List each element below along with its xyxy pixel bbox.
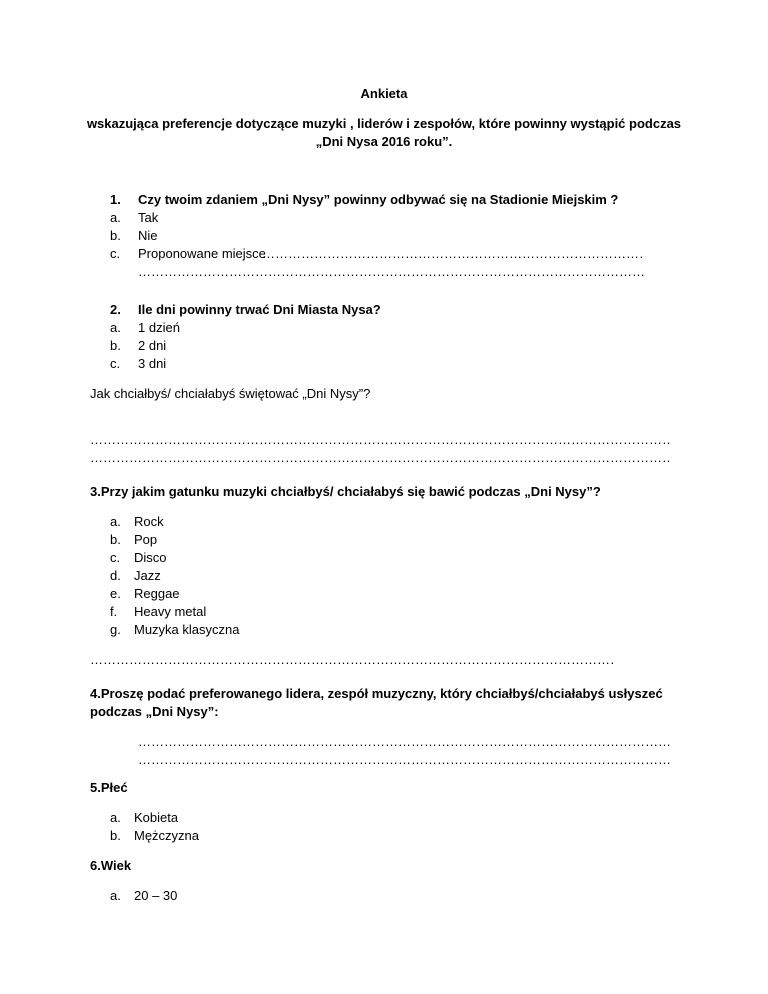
q6-text: 6.Wiek xyxy=(90,858,132,873)
q4-answer-line-2[interactable] xyxy=(138,752,670,768)
q1-option-letter: b. xyxy=(110,228,121,243)
q3-option-letter: f. xyxy=(110,604,118,619)
q3-option-label: Muzyka klasyczna xyxy=(134,622,240,637)
q6-option-label: 20 – 30 xyxy=(134,888,178,903)
q2-option-label: 3 dni xyxy=(138,356,167,371)
q1-place-answer-line-2[interactable] xyxy=(138,264,644,280)
q1-option-letter: c. xyxy=(110,246,121,261)
q2-option-label: 1 dzień xyxy=(138,320,180,335)
q3-option-label: Heavy metal xyxy=(134,604,207,619)
q5-option-label: Mężczyzna xyxy=(134,828,200,843)
q3-option-label: Rock xyxy=(134,514,164,529)
celebrate-answer-line-2[interactable] xyxy=(90,450,672,466)
q4-answer-line[interactable] xyxy=(138,734,670,750)
q1-text: Czy twoim zdaniem „Dni Nysy” powinny odbywać się na Stadionie Miejskim ? xyxy=(138,192,619,207)
q3-text: 3.Przy jakim gatunku muzyki chciałbyś/ chciałabyś się bawić podczas „Dni Nysy”? xyxy=(90,484,601,499)
q5-option-letter: b. xyxy=(110,828,121,843)
celebrate-answer-line[interactable] xyxy=(90,432,670,448)
q3-option-letter: d. xyxy=(110,568,121,583)
q2-option-letter: a. xyxy=(110,320,121,335)
q3-option-letter: b. xyxy=(110,532,121,547)
q3-option-letter: c. xyxy=(110,550,121,565)
q6-option-letter: a. xyxy=(110,888,121,903)
q5-option-letter: a. xyxy=(110,810,121,825)
q1-number: 1. xyxy=(110,192,121,207)
q5-option-label: Kobieta xyxy=(134,810,179,825)
celebrate-question: Jak chciałbyś/ chciałabyś świętować „Dni Nysy”? xyxy=(90,386,371,401)
q3-option-label: Pop xyxy=(134,532,158,547)
q3-option-label: Disco xyxy=(134,550,167,565)
q2-text: Ile dni powinny trwać Dni Miasta Nysa? xyxy=(138,302,381,317)
q2-number: 2. xyxy=(110,302,121,317)
subtitle-line-1: wskazująca preferencje dotyczące muzyki , liderów i zespołów, które powinny wystąpić podczas xyxy=(86,116,682,131)
q3-answer-line[interactable] xyxy=(90,652,614,668)
q3-option-letter: e. xyxy=(110,586,121,601)
q5-text: 5.Płeć xyxy=(90,780,128,795)
q2-option-letter: b. xyxy=(110,338,121,353)
subtitle-line-2: „Dni Nysa 2016 roku”. xyxy=(315,134,453,149)
q4-text-line-1: 4.Proszę podać preferowanego lidera, zespół muzyczny, który chciałbyś/chciałabyś usłyszeć xyxy=(90,686,663,701)
q2-option-letter: c. xyxy=(110,356,121,371)
q2-option-label: 2 dni xyxy=(138,338,167,353)
q1-option-label: Nie xyxy=(138,228,158,243)
q1-place-answer-line[interactable] xyxy=(262,246,642,262)
q1-option-letter: a. xyxy=(110,210,121,225)
q1-option-label: Tak xyxy=(138,210,159,225)
q1-option-label: Proponowane miejsce xyxy=(138,246,266,261)
q3-option-label: Reggae xyxy=(134,586,180,601)
document-title: Ankieta xyxy=(360,86,408,101)
q3-option-label: Jazz xyxy=(134,568,161,583)
q3-option-letter: g. xyxy=(110,622,121,637)
q3-option-letter: a. xyxy=(110,514,121,529)
q4-text-line-2: podczas „Dni Nysy”: xyxy=(90,704,219,719)
